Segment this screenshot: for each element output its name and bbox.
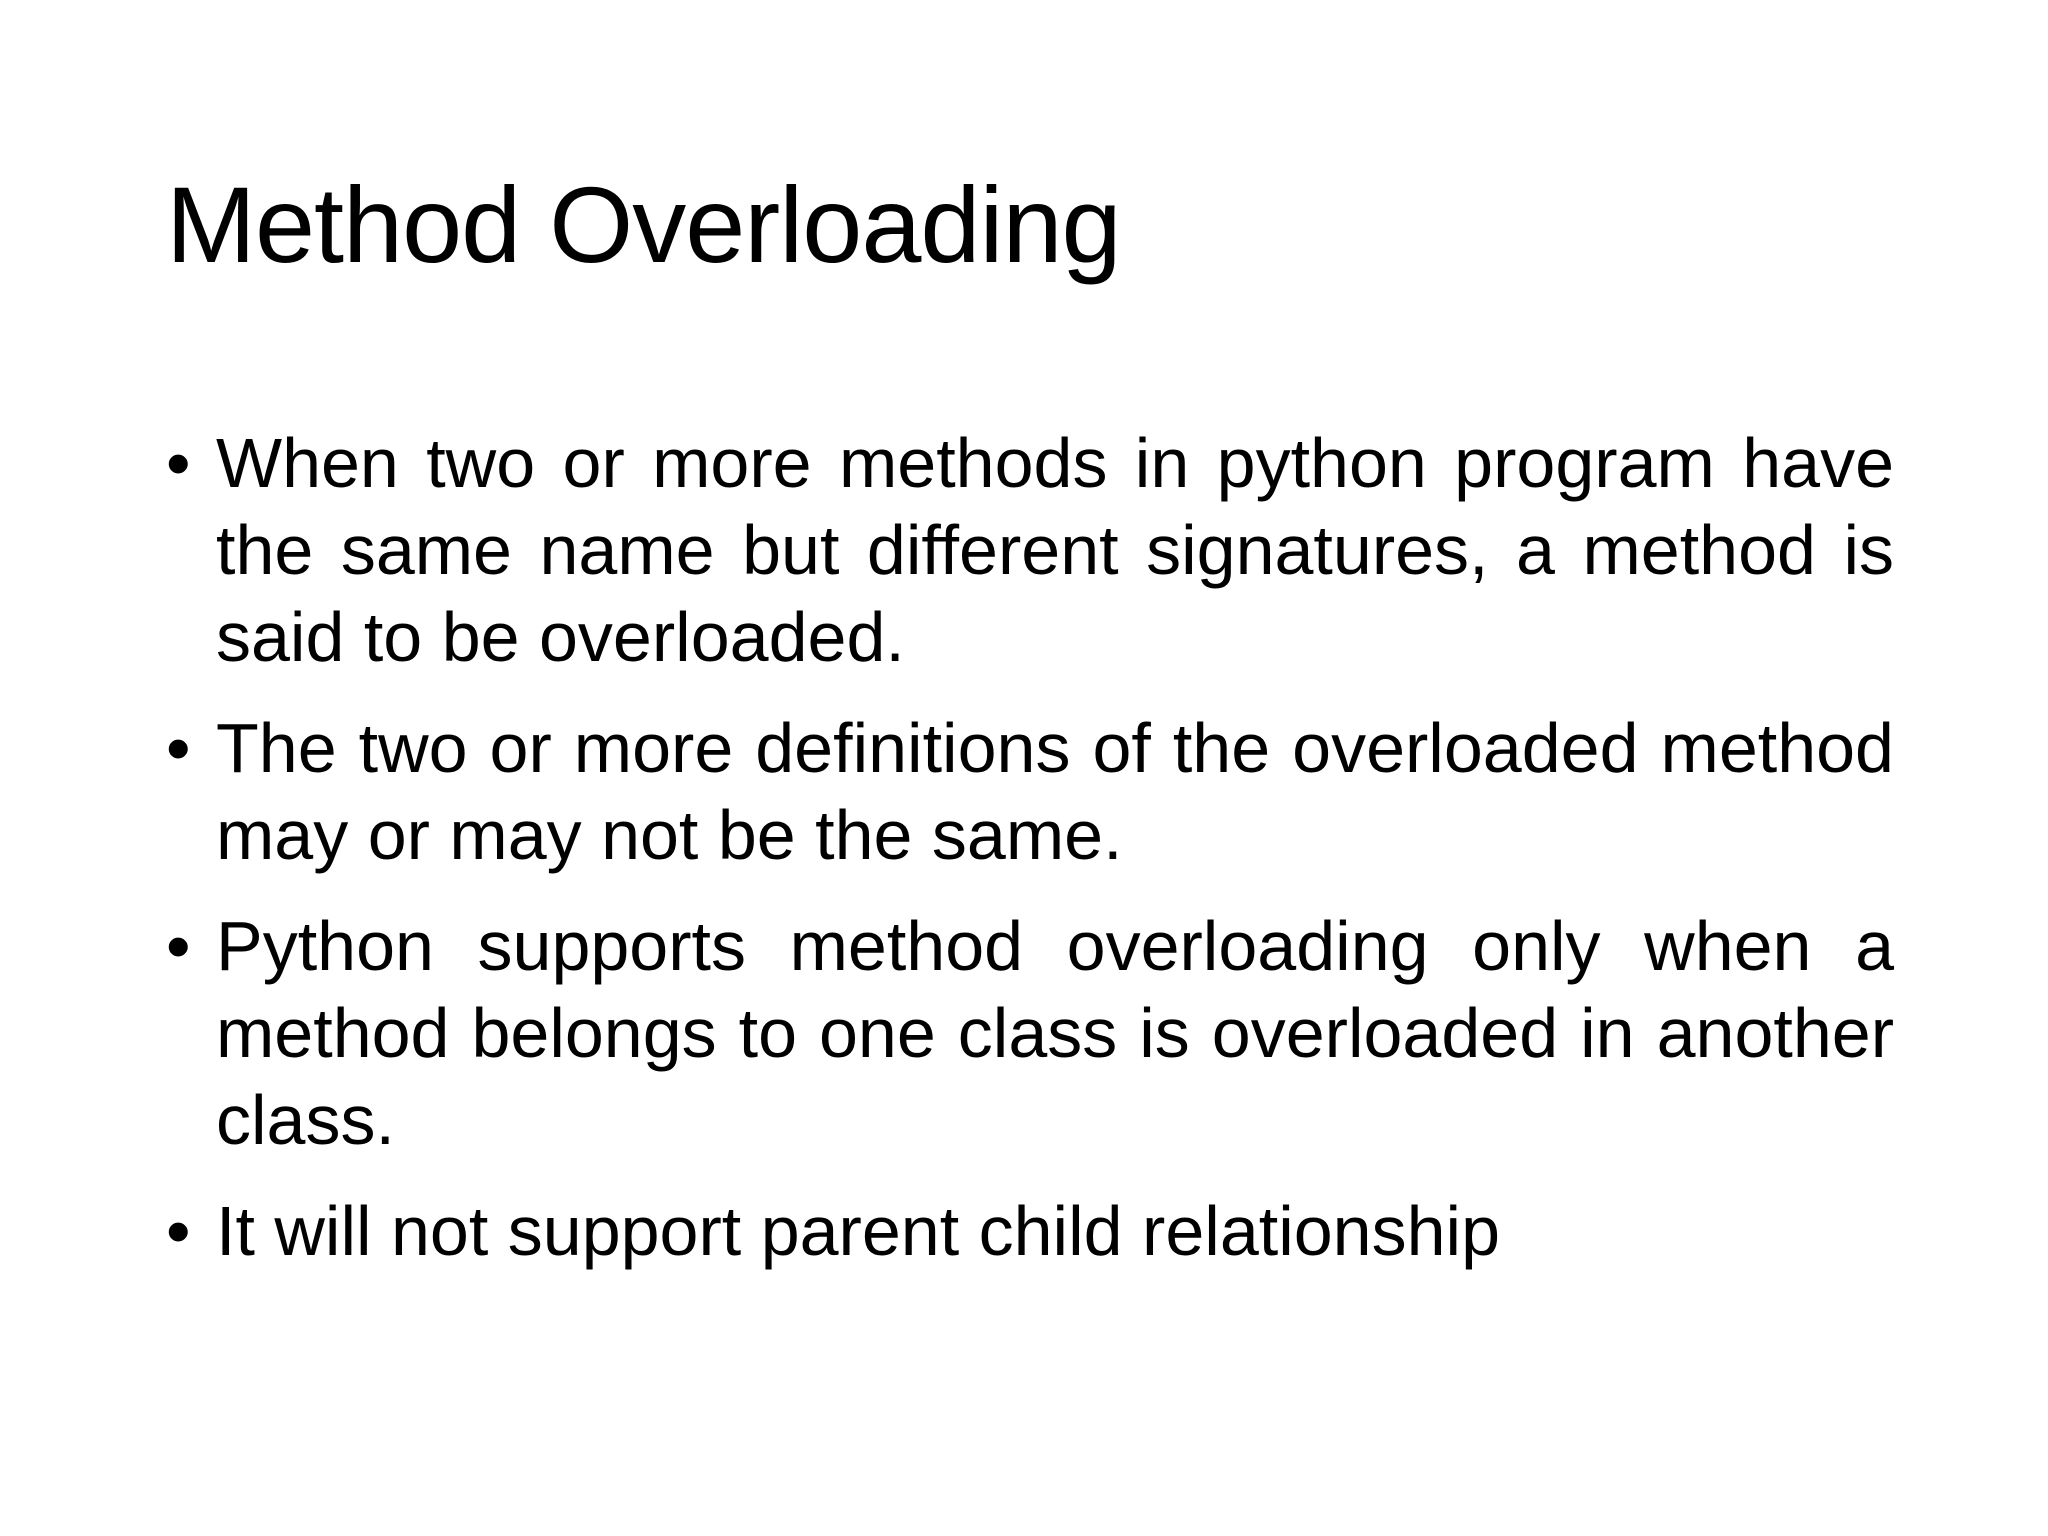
bullet-dot-icon: • <box>166 709 191 787</box>
bullet-item <box>166 1188 1894 1275</box>
bullet-item <box>166 903 1894 1164</box>
bullet-list <box>166 420 1894 1275</box>
slide-title: Method Overloading <box>166 164 1121 285</box>
bullet-text: When two or more methods in python program have the same name but different signatures, a method is said to be overloaded. <box>216 424 1894 676</box>
bullet-dot-icon: • <box>166 424 191 502</box>
bullet-text: Python supports method overloading only when a method belongs to one class is overloaded in another class. <box>216 907 1894 1159</box>
bullet-item <box>166 705 1894 879</box>
bullet-text: The two or more definitions of the overloaded method may or may not be the same. <box>216 709 1894 874</box>
bullet-dot-icon: • <box>166 907 191 985</box>
bullet-text: It will not support parent child relationship <box>216 1192 1501 1270</box>
bullet-item <box>166 420 1894 681</box>
bullet-dot-icon: • <box>166 1192 191 1270</box>
